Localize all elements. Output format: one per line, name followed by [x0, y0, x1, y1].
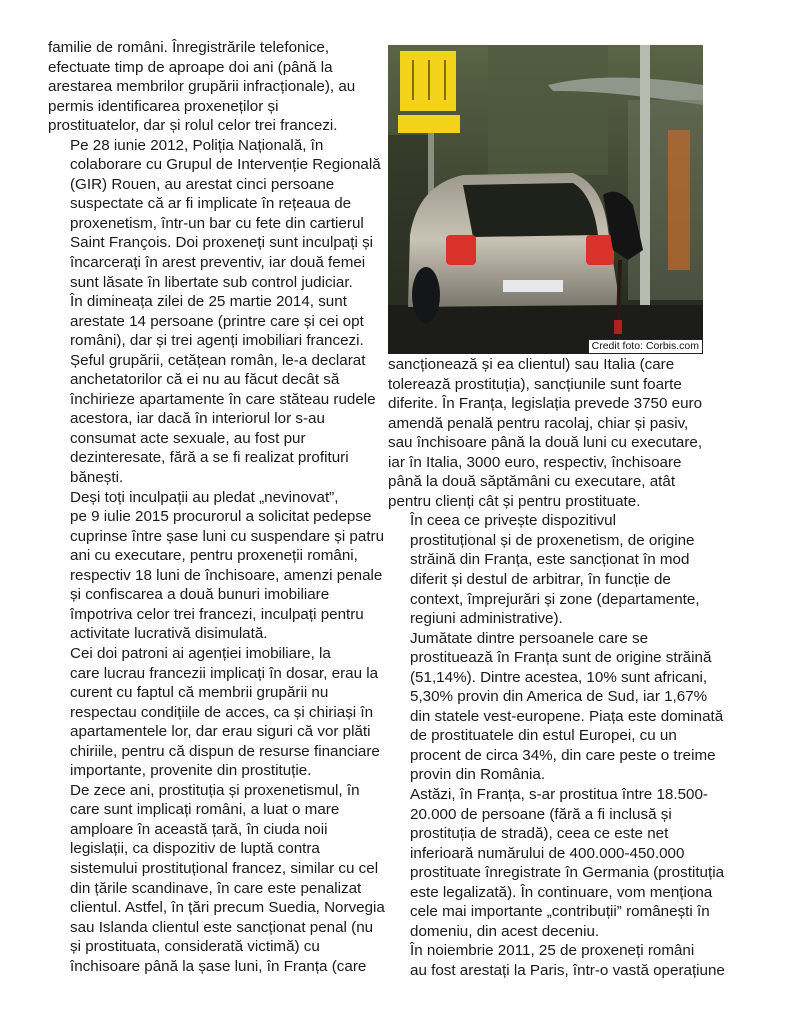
text-line: din statele vest-europene. Piața este dominată [410, 707, 724, 725]
text-line: din țările scandinave, în care este penalizat [70, 879, 362, 897]
left-text-column [48, 38, 385, 976]
text-line: prostituate înregistrate în Germania (prostituția [410, 864, 725, 882]
text-line: permis identificarea proxeneților și [48, 97, 279, 115]
text-line: tolerează prostituția), sancțiunile sunt foarte [388, 375, 682, 393]
text-line: amploare în această țară, în ciuda noii [70, 820, 328, 838]
text-line: prostituția de stradă), ceea ce este net [410, 825, 669, 843]
text-line: cele mai importante „contribuții” românești în [410, 903, 710, 921]
text-line: arestate 14 persoane (printre care și cei opt [70, 312, 364, 330]
text-line: și prostituata, considerată victimă) cu [70, 938, 320, 956]
text-line: au fost arestați la Paris, într-o vastă operațiune [410, 961, 725, 979]
text-line: români), dar și trei agenți imobiliari francezi. [70, 332, 364, 350]
paragraph [48, 781, 385, 976]
text-line: colaborare cu Grupul de Intervenție Regională [70, 156, 381, 174]
photo-credit: Credit foto: Corbis.com [588, 339, 703, 354]
text-line: respectiv 18 luni de închisoare, amenzi penale [70, 566, 383, 584]
text-line: efectuate timp de aproape doi ani (până la [48, 58, 333, 76]
text-line: care sunt implicați români, a luat o mare [70, 801, 340, 819]
text-line: acestora, iar dacă în interiorul lor s-au [70, 410, 325, 428]
paragraph [388, 785, 725, 941]
text-line: procent de circa 34%, din care peste o treime [410, 746, 716, 764]
text-line: inferioară numărului de 400.000-450.000 [410, 844, 685, 862]
text-line: În dimineața zilei de 25 martie 2014, sunt [70, 293, 347, 311]
text-line: De zece ani, prostituția și proxenetismul, în [70, 781, 360, 799]
text-line: până la două săptămâni cu executare, atât [388, 473, 676, 491]
text-line: suspectate că ar fi implicate în rețeaua de [70, 195, 352, 213]
paragraph [388, 511, 704, 628]
text-line: sau Islanda clientul este sancționat penal (nu [70, 918, 374, 936]
text-line: regiuni administrative). [410, 610, 563, 628]
text-line: diferit și destul de arbitrar, în funcție de [410, 571, 671, 589]
text-line: sau închisoare până la două luni cu executare, [388, 434, 703, 452]
text-line: de prostituatele din estul Europei, cu un [410, 727, 677, 745]
text-line: (51,14%). Dintre acestea, 10% sunt africani, [410, 668, 708, 686]
text-line: care lucrau francezii implicați în dosar, erau la [70, 664, 379, 682]
text-line: Deși toți inculpații au pledat „nevinovat”, [70, 488, 339, 506]
text-line: pentru clienți cât și pentru prostituate. [388, 492, 641, 510]
text-line: Jumătate dintre persoanele care se [410, 629, 649, 647]
text-line: (GIR) Rouen, au arestat cinci persoane [70, 175, 335, 193]
text-line: pe 9 iulie 2015 procurorul a solicitat pedepse [70, 508, 372, 526]
text-line: străină din Franța, este sancționat în mod [410, 551, 690, 569]
text-line: importante, provenite din prostituție. [70, 762, 312, 780]
text-line: amendă penală pentru racolaj, chiar și pasiv, [388, 414, 689, 432]
text-line: și confiscarea a două bunuri imobiliare [70, 586, 330, 604]
text-line: încarcerați în arest preventiv, iar două femei [70, 254, 366, 272]
paragraph [48, 292, 378, 487]
text-line: Astăzi, în Franța, s-ar prostitua între 18.500- [410, 786, 708, 804]
text-line: context, împrejurări și zone (departamente, [410, 590, 700, 608]
text-line: este legalizată). În continuare, vom menționa [410, 883, 713, 901]
right-text-column [388, 355, 725, 981]
text-line: curent cu faptul că membrii grupării nu [70, 684, 329, 702]
text-line: ani cu executare, pentru proxeneții români, [70, 547, 358, 565]
paragraph [48, 136, 381, 292]
text-line: Saint François. Doi proxeneți sunt inculpați și [70, 234, 374, 252]
paragraph [48, 488, 385, 644]
text-line: În noiembrie 2011, 25 de proxeneți români [410, 942, 695, 960]
text-line: Pe 28 iunie 2012, Poliția Națională, în [70, 136, 324, 154]
text-line: diferite. În Franța, legislația prevede 3750 euro [388, 395, 703, 413]
text-line: închisoare până la șase luni, în Franța (care [70, 957, 367, 975]
article-photo [388, 45, 703, 354]
text-line: chiriile, pentru că dispun de resurse financiare [70, 742, 380, 760]
paragraph [388, 629, 724, 785]
text-line: închirieze apartamente în care stăteau rudele [70, 390, 376, 408]
street-scene-image [388, 45, 703, 354]
text-line: consumat acte sexuale, au fost pur [70, 429, 306, 447]
text-line: dezinteresate, fără a se fi realizat profituri [70, 449, 349, 467]
text-line: domeniu, din acest deceniu. [410, 922, 600, 940]
text-line: 20.000 de persoane (fără a fi inclusă și [410, 805, 672, 823]
text-line: iar în Italia, 3000 euro, respectiv, închisoare [388, 453, 682, 471]
text-line: sistemului prostituțional francez, similar cu cel [70, 859, 379, 877]
paragraph [48, 644, 378, 781]
text-line: prostituțional și de proxenetism, de origine [410, 531, 695, 549]
text-line: apartamentele lor, dar erau siguri că vor plăti [70, 723, 371, 741]
text-line: clientul. Astfel, în țări precum Suedia, Norvegia [70, 899, 385, 917]
text-line: anchetatorilor că ei nu au făcut decât să [70, 371, 340, 389]
text-line: activitate lucrativă disimulată. [70, 625, 268, 643]
text-line: respectau condițiile de acces, ca și chiriași în [70, 703, 374, 721]
text-line: cuprinse între șase luni cu suspendare și patru [70, 527, 385, 545]
text-line: împotriva celor trei francezi, inculpați pentru [70, 605, 364, 623]
text-line: 5,30% provin din America de Sud, iar 1,67% [410, 688, 708, 706]
text-line: bănești. [70, 469, 124, 487]
text-line: Șeful grupării, cetățean român, le-a declarat [70, 351, 366, 369]
text-line: Cei doi patroni ai agenției imobiliare, la [70, 644, 331, 662]
text-line: arestarea membrilor grupării infracționale), au [48, 78, 356, 96]
paragraph [388, 355, 704, 511]
text-line: prostituează în Franța sunt de origine străină [410, 649, 712, 667]
text-line: legislații, ca dispozitiv de luptă contra [70, 840, 320, 858]
text-line: provin din România. [410, 766, 546, 784]
text-line: proxenetism, într-un bar cu fete din cartierul [70, 214, 364, 232]
text-line: sancționează și ea clientul) sau Italia (care [388, 356, 675, 373]
paragraph [388, 941, 725, 980]
text-line: În ceea ce privește dispozitivul [410, 512, 616, 530]
text-line: sunt lăsate în libertate sub control judiciar. [70, 273, 353, 291]
text-line: prostituatelor, dar și rolul celor trei francezi. [48, 117, 338, 135]
text-line: familie de români. Înregistrările telefonice, [48, 39, 330, 56]
paragraph [48, 38, 378, 136]
